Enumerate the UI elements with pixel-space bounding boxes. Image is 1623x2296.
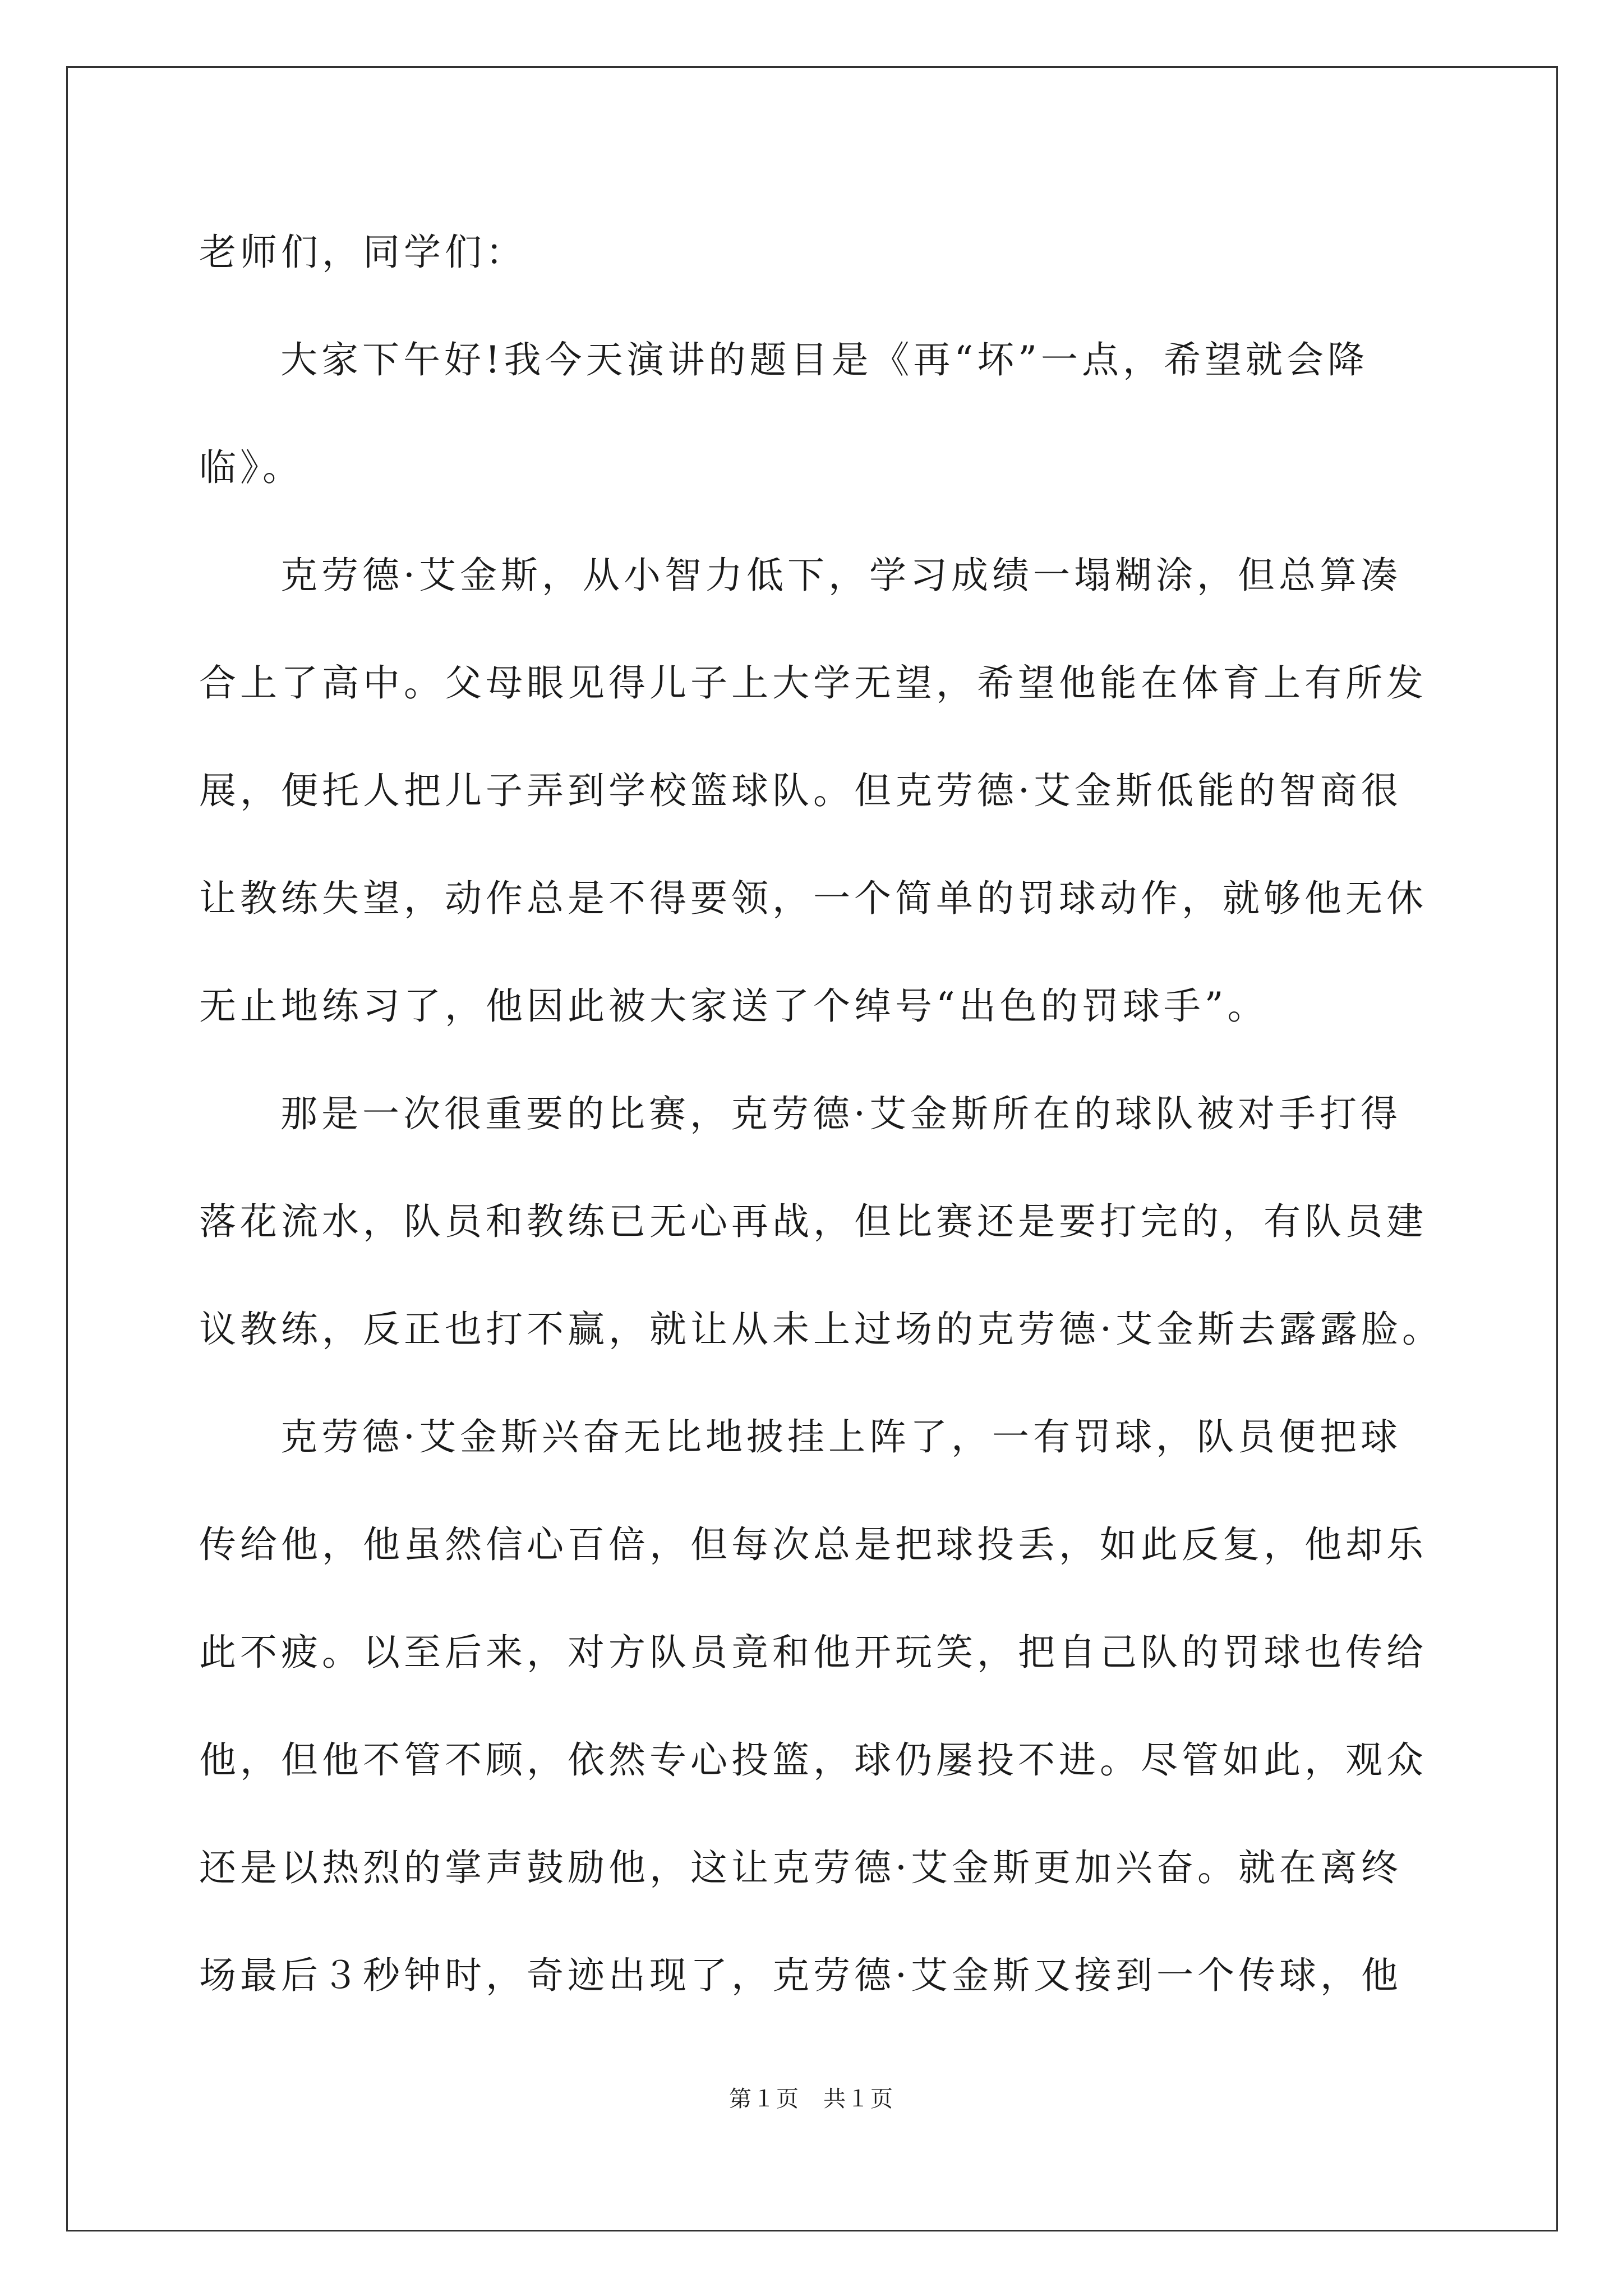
paragraph-2-line: 克劳德·艾金斯，从小智力低下，学习成绩一塌糊涂，但总算凑 (280, 554, 1401, 597)
paragraph-4-line: 克劳德·艾金斯兴奋无比地披挂上阵了，一有罚球，队员便把球 (280, 1415, 1401, 1458)
paragraph-4-line: 他，但他不管不顾，依然专心投篮，球仍屡投不进。尽管如此，观众 (199, 1738, 1427, 1782)
paragraph-1-line: 临》。 (199, 446, 303, 489)
paragraph-3-line: 那是一次很重要的比赛，克劳德·艾金斯所在的球队被对手打得 (280, 1092, 1401, 1135)
paragraph-2-line: 无止地练习了，他因此被大家送了个绰号“出色的罚球手”。 (199, 984, 1269, 1028)
paragraph-2-line: 展，便托人把儿子弄到学校篮球队。但克劳德·艾金斯低能的智商很 (199, 769, 1402, 812)
paragraph-4-line: 还是以热烈的掌声鼓励他，这让克劳德·艾金斯更加兴奋。就在离终 (199, 1846, 1402, 1889)
salutation: 老师们，同学们： (199, 231, 527, 274)
document-body (199, 222, 1443, 2053)
page-number-footer: 第１页 共１页 (729, 2086, 894, 2112)
paragraph-4-line: 场最后３秒钟时，奇迹出现了，克劳德·艾金斯又接到一个传球，他 (199, 1954, 1402, 1997)
paragraph-4-line: 此不疲。以至后来，对方队员竟和他开玩笑，把自己队的罚球也传给 (199, 1631, 1427, 1674)
paragraph-3-line: 落花流水，队员和教练已无心再战，但比赛还是要打完的，有队员建 (199, 1200, 1427, 1243)
paragraph-1-line: 大家下午好!我今天演讲的题目是《再“坏”一点，希望就会降 (280, 338, 1369, 381)
paragraph-3-line: 议教练，反正也打不赢，就让从未上过场的克劳德·艾金斯去露露脸。 (199, 1308, 1443, 1351)
paragraph-2-line: 让教练失望，动作总是不得要领，一个简单的罚球动作，就够他无休 (199, 877, 1427, 920)
paragraph-4-line: 传给他，他虽然信心百倍，但每次总是把球投丢，如此反复，他却乐 (199, 1523, 1427, 1566)
paragraph-2-line: 合上了高中。父母眼见得儿子上大学无望，希望他能在体育上有所发 (199, 661, 1427, 705)
